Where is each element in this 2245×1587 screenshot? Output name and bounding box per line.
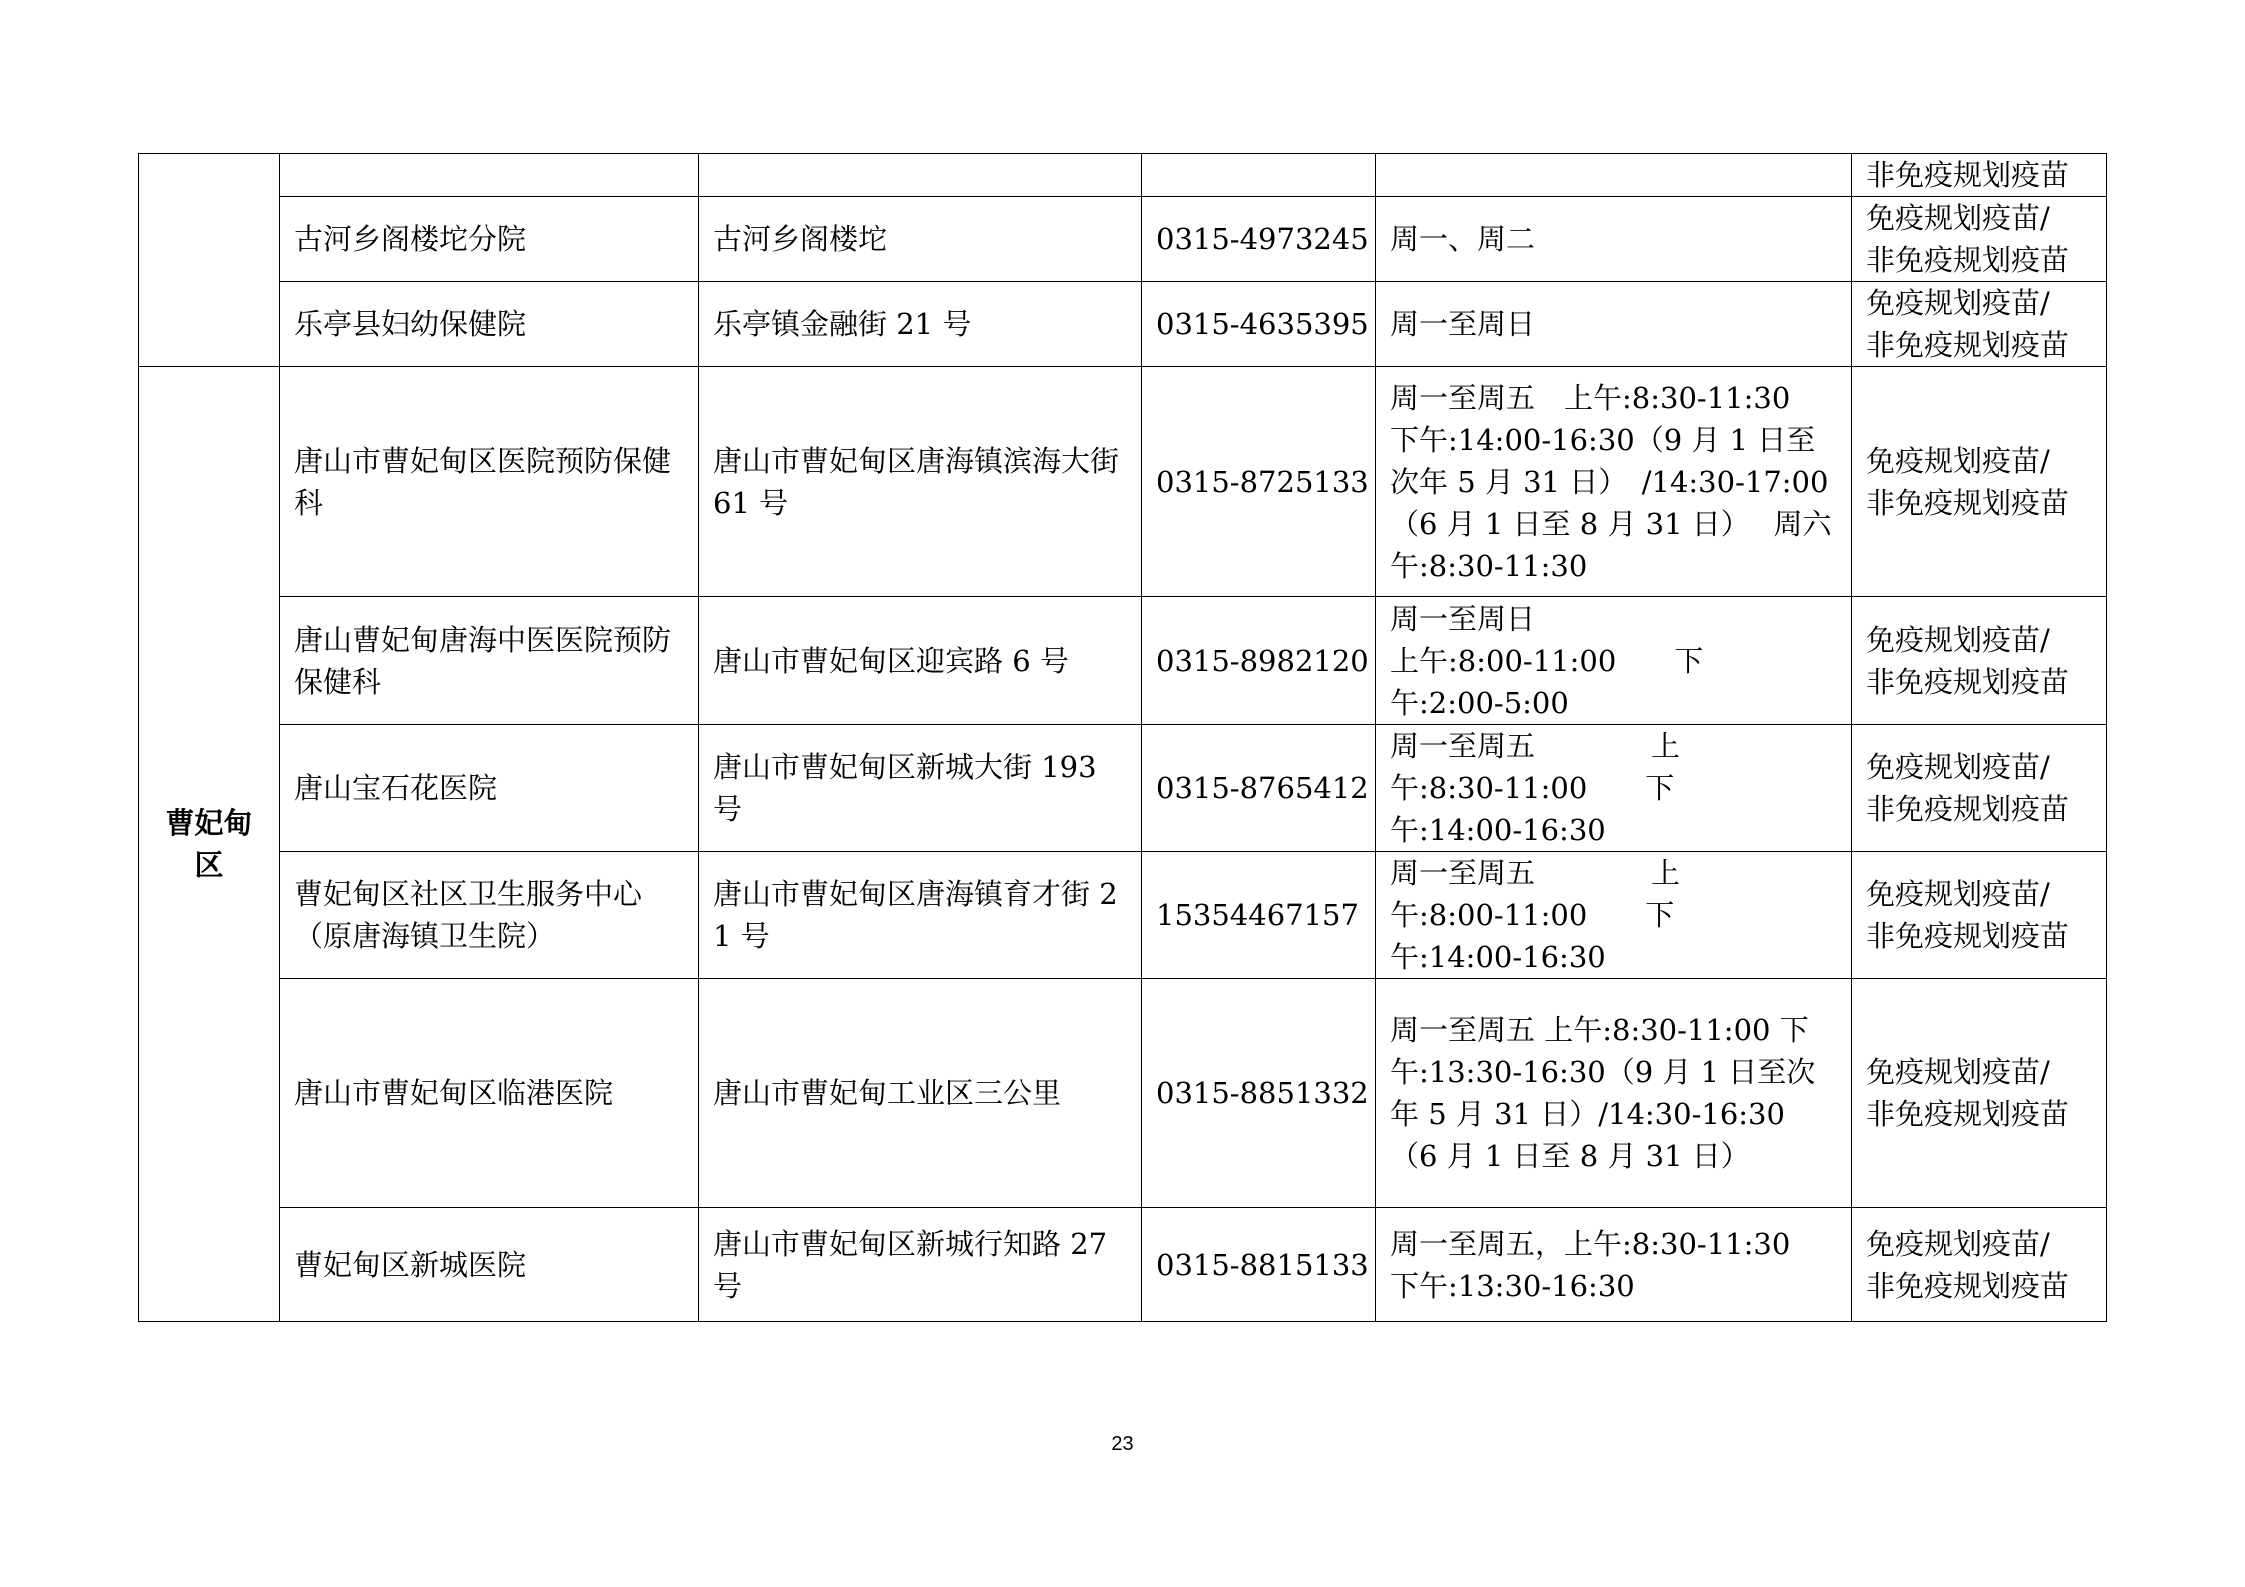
site-name-cell: 古河乡阁楼坨分院	[280, 197, 699, 282]
vaccine-type-cell: 免疫规划疫苗/ 非免疫规划疫苗	[1852, 197, 2107, 282]
site-hours-cell: 周一至周日 上午:8:00-11:00 下 午:2:00-5:00	[1376, 597, 1852, 725]
site-phone-cell: 0315-8851332	[1142, 979, 1376, 1208]
table-row	[139, 979, 2107, 1208]
vaccine-type-cell: 免疫规划疫苗/ 非免疫规划疫苗	[1852, 597, 2107, 725]
site-phone-cell	[1142, 154, 1376, 197]
vaccine-type-cell: 免疫规划疫苗/ 非免疫规划疫苗	[1852, 979, 2107, 1208]
site-address-cell: 唐山市曹妃甸区迎宾路 6 号	[699, 597, 1142, 725]
site-phone-cell: 0315-8982120	[1142, 597, 1376, 725]
site-hours-cell: 周一至周五 上 午:8:30-11:00 下 午:14:00-16:30	[1376, 725, 1852, 852]
page-number: 23	[1111, 1433, 1134, 1455]
table-row	[139, 282, 2107, 367]
vaccine-type-cell: 免疫规划疫苗/ 非免疫规划疫苗	[1852, 367, 2107, 597]
site-name-cell: 唐山宝石花医院	[280, 725, 699, 852]
table-row	[139, 1208, 2107, 1322]
site-hours-cell	[1376, 154, 1852, 197]
site-phone-cell: 0315-4635395	[1142, 282, 1376, 367]
vaccine-type-cell: 非免疫规划疫苗	[1852, 154, 2107, 197]
table-row	[139, 852, 2107, 979]
vaccine-type-cell: 免疫规划疫苗/ 非免疫规划疫苗	[1852, 725, 2107, 852]
site-hours-cell: 周一至周五，上午:8:30-11:30 下午:13:30-16:30	[1376, 1208, 1852, 1322]
site-phone-cell: 0315-4973245	[1142, 197, 1376, 282]
site-address-cell	[699, 154, 1142, 197]
vaccination-sites-table	[138, 153, 2107, 1322]
site-address-cell: 乐亭镇金融街 21 号	[699, 282, 1142, 367]
site-hours-cell: 周一至周五 上 午:8:00-11:00 下 午:14:00-16:30	[1376, 852, 1852, 979]
site-address-cell: 古河乡阁楼坨	[699, 197, 1142, 282]
vaccine-type-cell: 免疫规划疫苗/ 非免疫规划疫苗	[1852, 282, 2107, 367]
site-name-cell: 曹妃甸区新城医院	[280, 1208, 699, 1322]
site-hours-cell: 周一至周日	[1376, 282, 1852, 367]
site-name-cell	[280, 154, 699, 197]
site-address-cell: 唐山市曹妃甸区唐海镇滨海大街 61 号	[699, 367, 1142, 597]
district-cell-previous	[139, 154, 280, 367]
site-hours-cell: 周一至周五 上午:8:30-11:30 下午:14:00-16:30（9 月 1 日至次年 5 月 31 日） /14:30-17:00（6 月 1 日至 8 月 31 日） 周六午:8:30-11:30	[1376, 367, 1852, 597]
district-cell-caofeidian: 曹妃甸 区	[139, 367, 280, 1322]
table-row	[139, 367, 2107, 597]
site-name-cell: 唐山曹妃甸唐海中医医院预防保健科	[280, 597, 699, 725]
table-row	[139, 725, 2107, 852]
site-phone-cell: 0315-8725133	[1142, 367, 1376, 597]
site-name-cell: 乐亭县妇幼保健院	[280, 282, 699, 367]
site-phone-cell: 0315-8765412	[1142, 725, 1376, 852]
site-phone-cell: 15354467157	[1142, 852, 1376, 979]
vaccine-type-cell: 免疫规划疫苗/ 非免疫规划疫苗	[1852, 1208, 2107, 1322]
vaccine-type-cell: 免疫规划疫苗/ 非免疫规划疫苗	[1852, 852, 2107, 979]
site-address-cell: 唐山市曹妃甸区唐海镇育才街 21 号	[699, 852, 1142, 979]
table-row	[139, 154, 2107, 197]
site-hours-cell: 周一、周二	[1376, 197, 1852, 282]
table-row	[139, 597, 2107, 725]
site-phone-cell: 0315-8815133	[1142, 1208, 1376, 1322]
site-address-cell: 唐山市曹妃甸区新城大街 193 号	[699, 725, 1142, 852]
site-address-cell: 唐山市曹妃甸区新城行知路 27 号	[699, 1208, 1142, 1322]
table-row	[139, 197, 2107, 282]
site-address-cell: 唐山市曹妃甸工业区三公里	[699, 979, 1142, 1208]
site-hours-cell: 周一至周五 上午:8:30-11:00 下午:13:30-16:30（9 月 1 日至次年 5 月 31 日）/14:30-16:30 （6 月 1 日至 8 月 31 日）	[1376, 979, 1852, 1208]
site-name-cell: 曹妃甸区社区卫生服务中心（原唐海镇卫生院）	[280, 852, 699, 979]
site-name-cell: 唐山市曹妃甸区临港医院	[280, 979, 699, 1208]
site-name-cell: 唐山市曹妃甸区医院预防保健科	[280, 367, 699, 597]
